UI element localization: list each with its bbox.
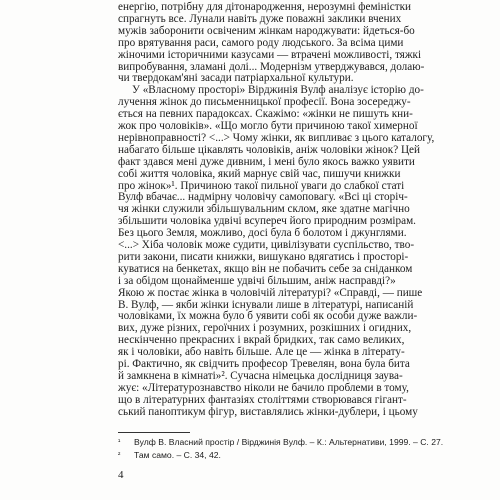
text-line: й замкнена в кімнаті»². Сучасна німецька дослідниця заува- xyxy=(118,369,403,382)
text-line: вих, дуже різних, героїчних і розумних, розкішних і огидних, xyxy=(118,322,412,335)
footnote-number: ² xyxy=(118,452,121,459)
text-line: жок про чоловіків». «Що могло бути причиною такої химерної xyxy=(118,120,418,132)
text-line: У «Власному просторі» Вірджинія Вулф аналізує історію до- xyxy=(132,84,424,97)
text-line: рі. Фактично, як свідчить професор Тревелян, вона була бита xyxy=(118,358,410,370)
footnote-text: Там само. – С. 34, 42. xyxy=(134,450,221,460)
text-line: мужів заборонити освіченим жінкам народжувати: йдеться-бо xyxy=(118,24,415,37)
text-line: факт здався мені дуже дивним, і мені було якось важко уявити xyxy=(118,155,415,168)
page-number: 4 xyxy=(118,469,124,481)
text-line: В. Вулф, — якби жінки існували лише в літературі, написаній xyxy=(118,298,414,311)
text-line: Без цього Земля, можливо, досі була б болотом і джунглями. xyxy=(118,227,407,240)
text-line: що в літературних фантазіях століттями створювався гігант- xyxy=(118,393,407,406)
text-line: ється на певних парадоксах. Скажімо: «жінки не пишуть кни- xyxy=(118,108,413,121)
text-line: жіночими історичними казусами — втрачені можливості, тяжкі xyxy=(118,48,422,61)
text-line: чя жінки служили збільшувальним склом, яке здатне магічно xyxy=(118,203,410,216)
text-line: куватися на бенкетах, якщо він не побачить себе за сніданком xyxy=(118,262,413,275)
text-line: збільшити чоловіка удвічі всупереч його природним розмірам. xyxy=(118,215,416,228)
text-line: жує: «Літературознавство ніколи не бачило проблеми в тому, xyxy=(118,381,409,394)
footnote-rule xyxy=(118,432,190,433)
text-line: Якою ж постає жінка в чоловічій літературі? «Справді, — пише xyxy=(118,286,423,299)
text-line: собі життя чоловіка, який марнує свій час, пишучи книжки xyxy=(118,167,401,180)
text-line: ський паноптикум фігур, виставлялись жінки-дублери, і цьому xyxy=(118,405,418,418)
text-line: Вулф вбачає... надмірну чоловічу самоповагу. «Всі ці сторіч- xyxy=(118,191,408,204)
text-line: лучення жінок до письменницької професії. Вона зосереджу- xyxy=(118,96,411,109)
text-line: чи твердокам'яні засади патріархальної культури. xyxy=(118,72,354,85)
footnote-1 xyxy=(118,437,444,448)
footnote-text: Вулф В. Власний простір / Вірджинія Вулф. – К.: Альтернативи, 1999. – С. 27. xyxy=(134,437,444,447)
text-line: нескінченно прекрасних і вкрай бридких, так само великих, xyxy=(118,334,405,347)
text-line: енергію, потрібну для дітонародження, нерозумні феміністки xyxy=(118,1,412,13)
text-line: про врятування раси, самого роду людського. За всіма цими xyxy=(118,36,404,49)
text-line: набагато більше цікавлять чоловіків, аніж чоловіки жінок? Цей xyxy=(118,143,421,156)
footnote-number: ¹ xyxy=(118,439,121,446)
text-line: чоловіками, їх можна було б уявити собі як особи дуже важли- xyxy=(118,310,418,323)
text-line: спрагнуть все. Лунали навіть дуже поважні заклики вчених xyxy=(118,12,402,25)
text-line: про жінок»¹. Причиною такої пильної уваги до слабкої статі xyxy=(118,179,405,192)
text-line: як і чоловіки, або навіть більше. Але це — жінка в літерату- xyxy=(118,346,405,359)
text-line: і за обідом щонайменше удвічі більшим, аніж насправді?» xyxy=(118,274,396,287)
text-line: <...> Хіба чоловік може судити, цивілізувати суспільство, тво- xyxy=(118,239,415,251)
text-line: рити закони, писати книжки, вишукано вдягатись і просторі- xyxy=(118,250,409,263)
text-line: випробування, зламані долі... Модернізм утверджувався, долаю- xyxy=(118,60,425,73)
footnote-2 xyxy=(118,450,393,461)
text-line: нерівноправності? <...> Чому жінки, як випливає з цього каталогу, xyxy=(118,131,435,144)
